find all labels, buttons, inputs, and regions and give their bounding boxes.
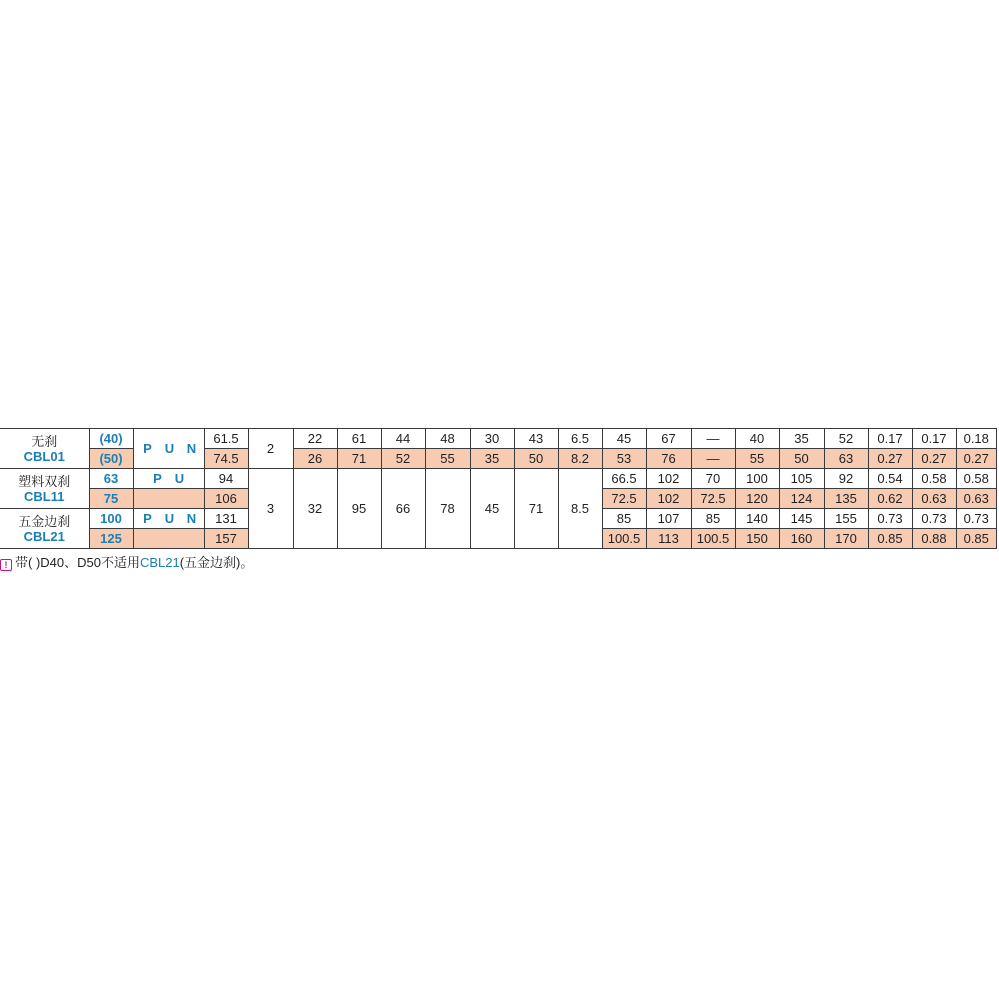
value-cell: 0.17 (868, 429, 912, 449)
value-cell: 40 (735, 429, 779, 449)
value-cell: 135 (824, 489, 868, 509)
value-cell: 0.73 (868, 509, 912, 529)
value-cell: 0.27 (912, 449, 956, 469)
value-cell: 0.73 (956, 509, 997, 529)
value-cell: 0.85 (956, 529, 997, 549)
value-cell: 0.58 (912, 469, 956, 489)
type-code: P (143, 511, 152, 526)
value-cell: 160 (779, 529, 824, 549)
value-cell: 8.5 (558, 469, 602, 549)
value-cell: 0.17 (912, 429, 956, 449)
value-cell: — (691, 449, 735, 469)
type-code: P (153, 471, 162, 486)
value-cell: 6.5 (558, 429, 602, 449)
series-cell-cbl01 (0, 429, 89, 469)
series-name: 塑料双刹 (18, 473, 71, 489)
value-cell: 66 (381, 469, 425, 549)
value-cell: 92 (824, 469, 868, 489)
value-cell: 61 (337, 429, 381, 449)
value-cell: 50 (779, 449, 824, 469)
table-row (0, 429, 997, 449)
value-cell: 157 (204, 529, 248, 549)
value-cell: 0.54 (868, 469, 912, 489)
value-cell: 63 (824, 449, 868, 469)
value-cell: 145 (779, 509, 824, 529)
value-cell: 48 (425, 429, 470, 449)
size-cell: (40) (89, 429, 133, 449)
value-cell: 74.5 (204, 449, 248, 469)
value-cell: 45 (602, 429, 646, 449)
types-cell (133, 469, 204, 489)
value-cell: 66.5 (602, 469, 646, 489)
value-cell: 3 (248, 469, 293, 549)
footnote-suffix: (五金边刹)。 (179, 555, 254, 570)
value-cell: 0.85 (868, 529, 912, 549)
value-cell: 50 (514, 449, 558, 469)
value-cell: 32 (293, 469, 337, 549)
value-cell: 102 (646, 489, 691, 509)
size-cell: 100 (89, 509, 133, 529)
value-cell: 105 (779, 469, 824, 489)
series-name: 无刹 (31, 433, 58, 449)
size-cell: 125 (89, 529, 133, 549)
series-code: CBL21 (23, 528, 65, 544)
value-cell: 70 (691, 469, 735, 489)
value-cell: 44 (381, 429, 425, 449)
footnote-code: CBL21 (139, 555, 180, 570)
value-cell: 0.18 (956, 429, 997, 449)
value-cell: 0.27 (868, 449, 912, 469)
value-cell: 45 (470, 469, 514, 549)
value-cell: 43 (514, 429, 558, 449)
value-cell: 0.88 (912, 529, 956, 549)
value-cell: 0.63 (956, 489, 997, 509)
value-cell: 55 (735, 449, 779, 469)
series-cell-cbl11 (0, 469, 89, 509)
value-cell: 71 (337, 449, 381, 469)
value-cell: 76 (646, 449, 691, 469)
series-name: 五金边刹 (18, 513, 71, 529)
value-cell: 0.58 (956, 469, 997, 489)
value-cell: 100.5 (691, 529, 735, 549)
value-cell: 72.5 (691, 489, 735, 509)
value-cell: 8.2 (558, 449, 602, 469)
value-cell: 0.73 (912, 509, 956, 529)
table-row (0, 469, 997, 489)
value-cell: 100 (735, 469, 779, 489)
value-cell: 155 (824, 509, 868, 529)
value-cell: 72.5 (602, 489, 646, 509)
value-cell: 120 (735, 489, 779, 509)
value-cell: 22 (293, 429, 337, 449)
type-code: U (174, 471, 185, 486)
value-cell: 35 (470, 449, 514, 469)
value-cell: 0.63 (912, 489, 956, 509)
footnote-prefix: 带( )D40、D50不适用 (15, 555, 140, 570)
types-cell (133, 429, 204, 469)
size-cell: (50) (89, 449, 133, 469)
size-cell: 75 (89, 489, 133, 509)
type-code: U (164, 511, 175, 526)
types-cell (133, 509, 204, 529)
spec-table (0, 428, 997, 549)
value-cell: 30 (470, 429, 514, 449)
type-code: P (143, 441, 152, 456)
size-cell: 63 (89, 469, 133, 489)
value-cell: 170 (824, 529, 868, 549)
value-cell: 67 (646, 429, 691, 449)
value-cell: 106 (204, 489, 248, 509)
value-cell: 131 (204, 509, 248, 529)
series-code: CBL01 (23, 448, 65, 464)
value-cell: 78 (425, 469, 470, 549)
value-cell: 85 (691, 509, 735, 529)
value-cell: 53 (602, 449, 646, 469)
value-cell: 100.5 (602, 529, 646, 549)
value-cell: 52 (381, 449, 425, 469)
warning-icon: ! (0, 559, 12, 571)
value-cell: 107 (646, 509, 691, 529)
value-cell: 85 (602, 509, 646, 529)
value-cell: — (691, 429, 735, 449)
value-cell: 26 (293, 449, 337, 469)
value-cell: 52 (824, 429, 868, 449)
spec-table-wrap (0, 428, 999, 549)
value-cell: 0.27 (956, 449, 997, 469)
value-cell: 61.5 (204, 429, 248, 449)
value-cell: 113 (646, 529, 691, 549)
type-code: U (164, 441, 175, 456)
value-cell: 0.62 (868, 489, 912, 509)
value-cell: 71 (514, 469, 558, 549)
type-code: N (186, 441, 197, 456)
series-code: CBL11 (24, 488, 65, 504)
value-cell: 124 (779, 489, 824, 509)
value-cell: 2 (248, 429, 293, 469)
value-cell: 55 (425, 449, 470, 469)
footnote (0, 555, 253, 571)
value-cell: 150 (735, 529, 779, 549)
types-cell (133, 529, 204, 549)
value-cell: 140 (735, 509, 779, 529)
value-cell: 94 (204, 469, 248, 489)
value-cell: 35 (779, 429, 824, 449)
value-cell: 95 (337, 469, 381, 549)
types-cell (133, 489, 204, 509)
value-cell: 102 (646, 469, 691, 489)
type-code: N (186, 511, 197, 526)
series-cell-cbl21 (0, 509, 89, 549)
